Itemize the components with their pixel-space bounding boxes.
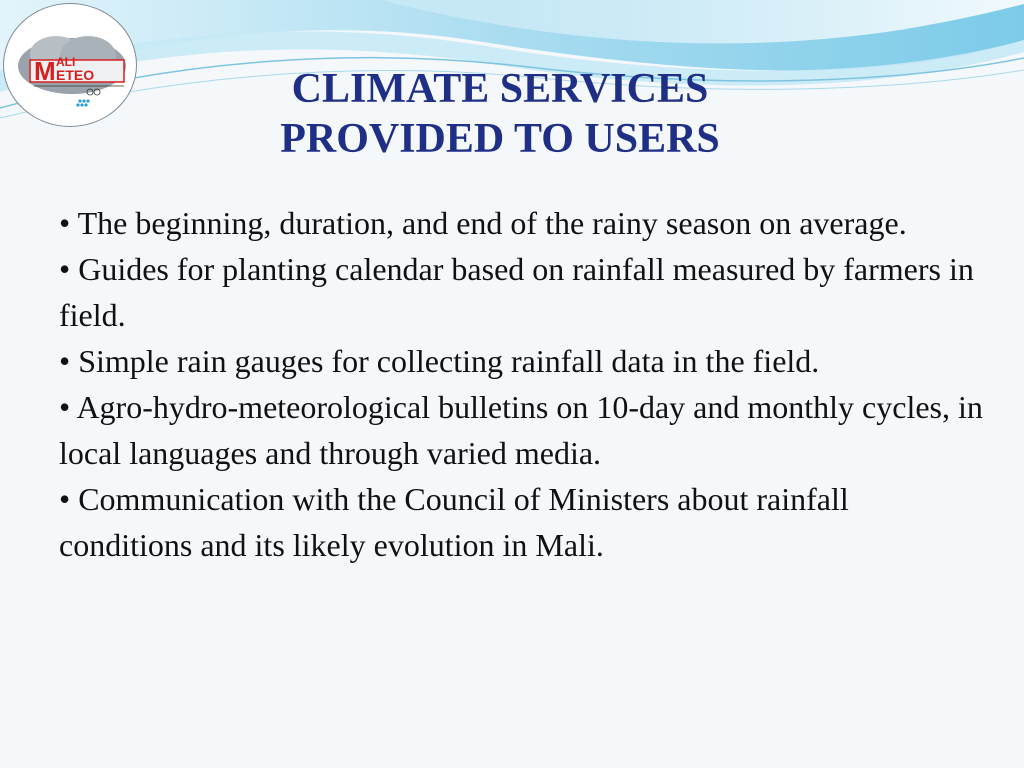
logo-text-top: ALI — [56, 55, 76, 69]
bullet-item — [59, 200, 989, 246]
bullet-marker: • — [59, 205, 71, 241]
slide-title-line1: CLIMATE SERVICES — [291, 66, 709, 112]
logo-text-main: ETEO — [56, 67, 95, 83]
bullet-item — [59, 338, 989, 384]
bullet-marker: • — [59, 481, 71, 517]
mali-meteo-logo — [3, 3, 137, 127]
bullet-text: Guides for planting calendar based on rainfall measured by farmers in field. — [59, 251, 974, 333]
raindrops-icon — [76, 99, 89, 106]
bullet-list — [59, 200, 989, 568]
slide-title — [200, 64, 800, 164]
bullet-text: Simple rain gauges for collecting rainfall data in the field. — [78, 343, 820, 379]
bullet-item — [59, 476, 989, 568]
bullet-item — [59, 384, 989, 476]
bullet-text: The beginning, duration, and end of the rainy season on average. — [77, 205, 907, 241]
logo-graphic — [4, 4, 138, 128]
bullet-text: Communication with the Council of Ministers about rainfall conditions and its likely evolution in Mali. — [59, 481, 849, 563]
bullet-marker: • — [59, 251, 71, 287]
bullet-marker: • — [59, 389, 71, 425]
bullet-item — [59, 246, 989, 338]
bullet-marker: • — [59, 343, 71, 379]
slide-title-line2: PROVIDED TO USERS — [280, 116, 720, 162]
bullet-text: Agro-hydro-meteorological bulletins on 10-day and monthly cycles, in local languages and through varied media. — [59, 389, 983, 471]
logo-letter-m: M — [34, 56, 56, 86]
